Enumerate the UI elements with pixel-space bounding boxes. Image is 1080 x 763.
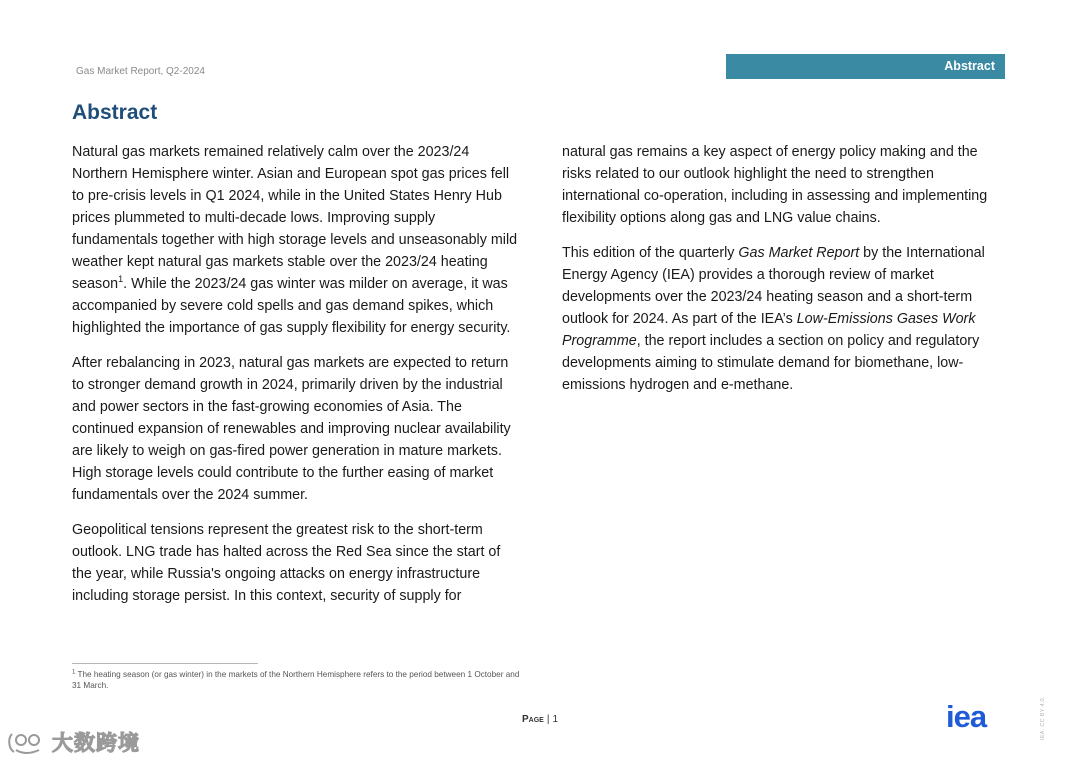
watermark-logo-icon <box>6 728 46 756</box>
paragraph-1: Natural gas markets remained relatively calm over the 2023/24 Northern Hemisphere winter. Asian and European spot gas prices fell to pre-crisis levels in Q1 2024, while in the United States Henry Hub prices plummeted to multi-decade lows. Improving supply fundamentals together with high storage levels and unseasonably mild weather kept natural gas markets stable over the 2023/24 heating season$^1$. While the 2023/24 gas winter was milder on average, it was accompanied by severe cold spells and gas demand spikes, which highlighted the importance of gas supply flexibility for energy security. <box>72 144 518 336</box>
page-title: Abstract <box>72 101 158 124</box>
watermark-text: 大数跨境 <box>52 731 140 755</box>
page-number: Page | 1 <box>521 714 558 725</box>
paragraph-5: This edition of the quarterly Gas Market Report by the International Energy Agency (IEA) provides a thorough review of market developments over the 2023/24 heating season and a short-term outlook for 2024. As part of the IEA’s Low-Emissions Gases Work Programme, the report includes a section on policy and regulatory developments aiming to stimulate demand for biomethane, low-emissions hydrogen and e-methane. <box>562 245 985 393</box>
paragraph-3: Geopolitical tensions represent the greatest risk to the short-term outlook. LNG trade has halted across the Red Sea since the start of the year, while Russia's ongoing attacks on energy infrastructure including storage persist. In this context, security of supply for <box>72 522 501 604</box>
report-name: Gas Market Report, Q2-2024 <box>76 66 205 77</box>
footnote-divider <box>72 663 258 664</box>
svg-text:iea: iea <box>946 702 987 732</box>
iea-logo <box>946 702 1008 732</box>
license-text: IEA. CC BY 4.0. <box>1040 696 1046 740</box>
watermark <box>6 726 140 758</box>
right-column <box>562 141 1008 409</box>
left-column <box>72 141 522 620</box>
footnote-ref[interactable]: 1 <box>118 274 124 285</box>
section-tab: Abstract <box>726 54 1005 79</box>
paragraph-2: After rebalancing in 2023, natural gas markets are expected to return to stronger demand growth in 2024, primarily driven by the industrial and power sectors in the fast-growing economies of Asia. The continued expansion of renewables and improving nuclear availability are likely to weigh on gas-fired power generation in mature markets. High storage levels could contribute to the further easing of market fundamentals over the 2024 summer. <box>72 355 511 503</box>
footnote: $^1$ The heating season (or gas winter) in the markets of the Northern Hemisphere refers to the period between 1 October and 31 March. <box>72 669 520 690</box>
paragraph-4: natural gas remains a key aspect of energy policy making and the risks related to our outlook highlight the need to strengthen international co-operation, including in assessing and implementing flexibility options along gas and LNG value chains. <box>562 144 988 226</box>
